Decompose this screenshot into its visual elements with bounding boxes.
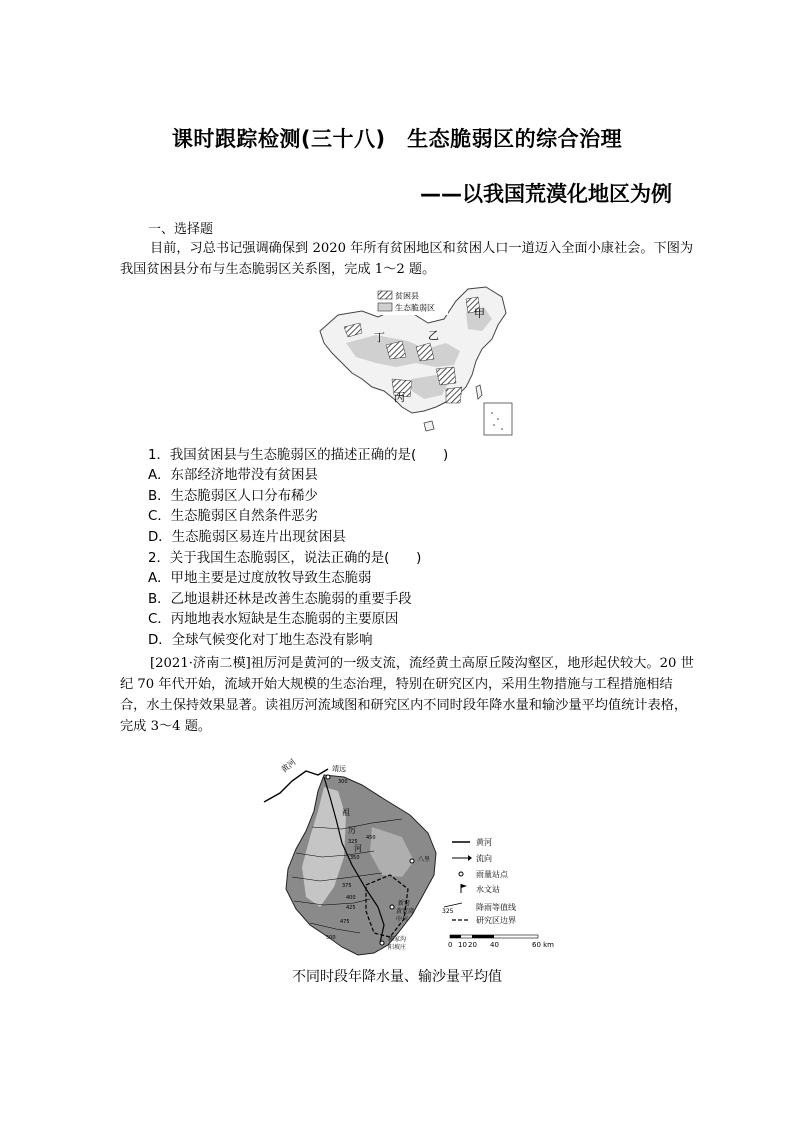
label-jia: 甲 bbox=[474, 307, 485, 320]
place-yangpozhuang: 阳坡庄 bbox=[388, 944, 407, 951]
question-2-option-d: D．全球气候变化对丁地生态没有影响 bbox=[148, 633, 373, 648]
scale-label: 20 bbox=[468, 941, 477, 949]
legend-swatch-poverty bbox=[378, 291, 392, 299]
isoline-label: 425 bbox=[346, 905, 356, 911]
legend-swatch-ecology bbox=[378, 303, 392, 311]
yellow-river-label: 黄河 bbox=[279, 757, 298, 775]
place-he: 河 bbox=[354, 844, 362, 853]
station-guojiagou bbox=[380, 941, 384, 945]
legend-isoline-value: 325 bbox=[442, 908, 454, 915]
question-1-stem: 1．我国贫困县与生态脆弱区的描述正确的是( ) bbox=[148, 448, 449, 463]
scale-label: 10 bbox=[458, 941, 467, 949]
isoline-label: 350 bbox=[350, 855, 360, 861]
question-2-option-b: B．乙地退耕还林是改善生态脆弱的重要手段 bbox=[148, 592, 412, 607]
place-bali: 八里 bbox=[418, 856, 431, 863]
taiwan-island bbox=[476, 385, 482, 399]
hainan-island bbox=[424, 421, 434, 431]
place-huangkuanwan: 黄宽湾 bbox=[396, 908, 415, 915]
isoline-label: 475 bbox=[340, 919, 350, 925]
legend-hydro-station: 水文站 bbox=[476, 885, 500, 894]
question-2-option-c: C．丙地地表水短缺是生态脆弱的主要原因 bbox=[148, 612, 399, 627]
question-1-option-c: C．生态脆弱区自然条件恶劣 bbox=[148, 509, 319, 524]
legend-label-poverty: 贫困县 bbox=[395, 291, 419, 301]
station-jingyuan bbox=[326, 775, 330, 779]
scale-bar bbox=[448, 935, 554, 949]
place-xinyao: 新窑 bbox=[398, 900, 411, 907]
scale-label: 40 bbox=[490, 941, 499, 949]
place-guojiagou: 郭家沟 bbox=[388, 936, 407, 943]
question-1-option-d: D．生态脆弱区易连片出现贫困县 bbox=[148, 530, 346, 545]
question-1-option-b: B．生态脆弱区人口分布稀少 bbox=[148, 489, 318, 504]
page-title: 课时跟踪检测(三十八) 生态脆弱区的综合治理 bbox=[171, 127, 623, 151]
legend-flow: 流向 bbox=[476, 854, 492, 863]
label-ding: 丁 bbox=[374, 331, 385, 344]
figure-caption: 不同时段年降水量、输沙量平均值 bbox=[292, 969, 502, 985]
isoline-label: 450 bbox=[366, 835, 376, 841]
station-bali bbox=[410, 859, 414, 863]
label-bing: 丙 bbox=[394, 391, 405, 404]
station-xinyao bbox=[390, 905, 394, 909]
intro-paragraph-2: [2021·济南二模]祖厉河是黄河的一级支流，流经黄土高原丘陵沟壑区，地形起伏较大。20 世纪 70 年代开始，流域开始大规模的生态治理，特别在研究区内，采用生物措施与工程措施相结合，水土保持效果显著。读祖厉河流域图和研究区内不同时段年降水量和输沙量平均值统计表格，完成 3～4 题。 bbox=[120, 656, 694, 734]
label-yi: 乙 bbox=[428, 329, 439, 342]
place-jingyuan: 靖远 bbox=[332, 765, 346, 773]
isoline-label: 400 bbox=[346, 895, 356, 901]
isoline-label: 300 bbox=[338, 779, 348, 785]
isoline-label: 375 bbox=[342, 883, 352, 889]
place-li: 厉 bbox=[348, 826, 356, 835]
legend-label-ecology: 生态脆弱区 bbox=[395, 303, 435, 313]
question-1-option-a: A．东部经济地带没有贫困县 bbox=[148, 468, 318, 483]
legend-rain-station: 雨量站点 bbox=[476, 870, 508, 879]
intro-paragraph-1: 目前，习总书记强调确保到 2020 年所有贫困地区和贫困人口一道迈入全面小康社会。下图为我国贫困县分布与生态脆弱区关系图，完成 1～2 题。 bbox=[120, 241, 694, 277]
isoline-label: 325 bbox=[348, 839, 358, 845]
legend-yellow-river: 黄河 bbox=[476, 838, 492, 847]
section-heading: 一、选择题 bbox=[148, 222, 214, 237]
page-subtitle: ——以我国荒漠化地区为例 bbox=[420, 182, 672, 206]
basin-legend bbox=[442, 837, 516, 925]
place-zu: 祖 bbox=[342, 808, 350, 817]
isoline-label: 500 bbox=[326, 935, 336, 941]
scale-label: 0 bbox=[448, 941, 453, 949]
zuli-river-basin-map bbox=[262, 757, 564, 962]
legend-isoline: 降雨等值线 bbox=[476, 903, 516, 912]
poverty-ecology-map bbox=[316, 283, 522, 440]
poverty-zone bbox=[446, 387, 462, 403]
scale-label: 60 km bbox=[532, 941, 555, 949]
place-zhongchuan: 中川 bbox=[396, 916, 409, 923]
legend-boundary: 研究区边界 bbox=[476, 916, 516, 925]
question-2-option-a: A．甲地主要是过度放牧导致生态脆弱 bbox=[148, 571, 372, 586]
question-2-stem: 2．关于我国生态脆弱区，说法正确的是( ) bbox=[148, 551, 422, 566]
